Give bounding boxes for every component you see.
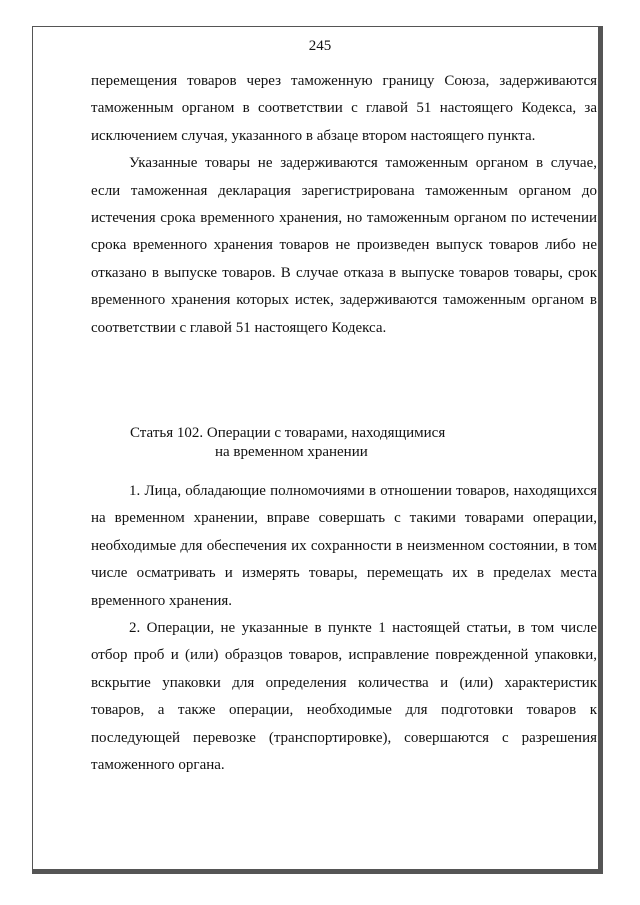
paragraph-item-2: 2. Операции, не указанные в пункте 1 настоящей статьи, в том числе отбор проб и (или) образцов товаров, исправление поврежденной упаковки, вскрытие упаковки для определения количества и (или) характеристик товаров, а также операции, необходимые для подготовки товаров к последующей перевозке (транспортировке), совершаются с разрешения таможенного органа. xyxy=(91,620,597,774)
article-heading-line-2: на временном хранении xyxy=(215,444,368,460)
body-text-top xyxy=(91,68,597,342)
article-heading xyxy=(130,424,530,462)
paragraph-item-1: 1. Лица, обладающие полномочиями в отношении товаров, находящихся на временном хранении, вправе совершать с такими товарами операции, необходимые для обеспечения их сохранности в неизменном состоянии, в том числе осматривать и измерять товары, перемещать их в пределах места временного хранения. xyxy=(91,483,597,609)
page-number: 245 xyxy=(308,38,332,54)
paragraph-continuation: перемещения товаров через таможенную границу Союза, задерживаются таможенным органом в соответствии с главой 51 настоящего Кодекса, за исключением случая, указанного в абзаце втором настоящего пункта. xyxy=(91,73,597,144)
paragraph: Указанные товары не задерживаются таможенным органом в случае, если таможенная декларация зарегистрирована таможенным органом до истечения срока временного хранения, но таможенным органом по истечении срока временного хранения товаров не произведен выпуск товаров либо не отказано в выпуске товаров. В случае отказа в выпуске товаров товары, срок временного хранения которых истек, задерживаются таможенным органом в соответствии с главой 51 настоящего Кодекса. xyxy=(91,155,597,336)
article-heading-line-1: Статья 102. Операции с товарами, находящимися xyxy=(130,425,446,441)
body-text-bottom xyxy=(91,478,597,779)
